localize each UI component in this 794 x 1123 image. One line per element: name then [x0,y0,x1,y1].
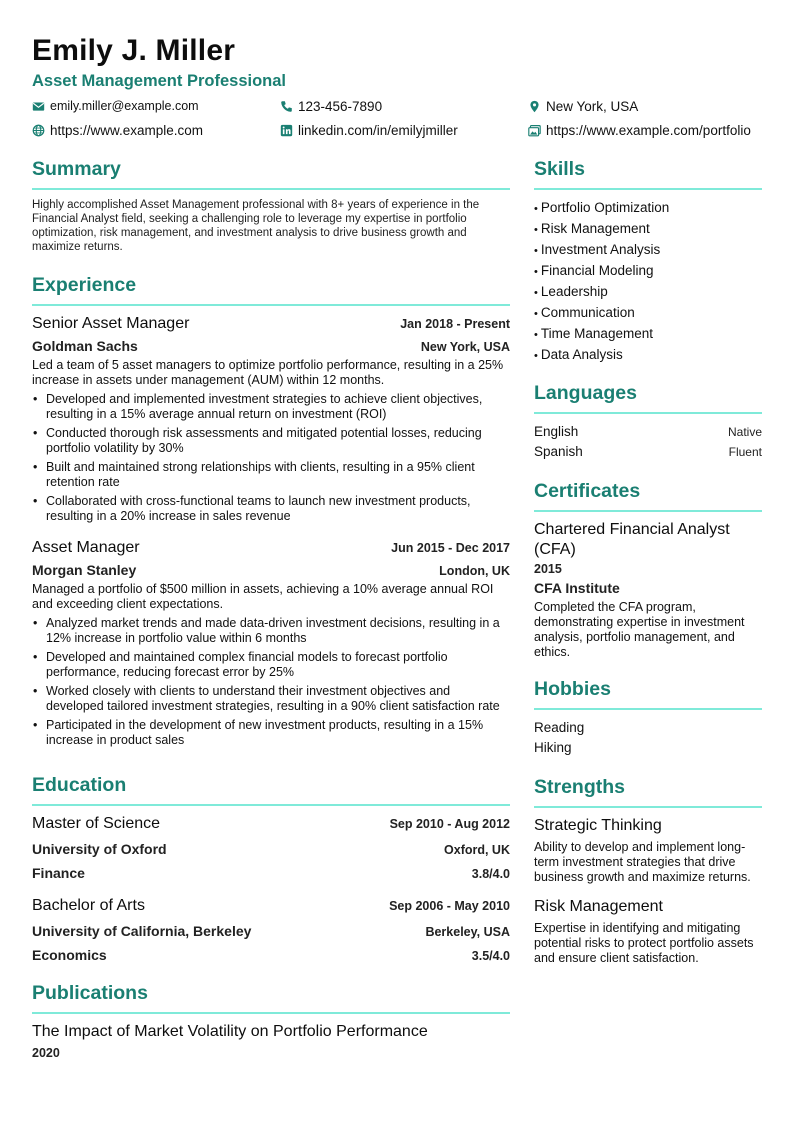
candidate-title: Asset Management Professional [32,72,286,90]
hobby-item: Hiking [534,740,572,755]
linkedin-icon [280,124,293,137]
publication-title: The Impact of Market Volatility on Portfolio Performance [32,1023,428,1040]
job-bullet: • Built and maintained strong relationships with clients, resulting in a 95% client retention rate [32,460,510,490]
skill-item: • Time Management [534,324,762,345]
skill-item: • Investment Analysis [534,240,762,261]
job-bullet: • Participated in the development of new investment products, resulting in a 15% increase in product sales [32,718,510,748]
contact-location [528,98,768,114]
section-heading-publications: Publications [32,982,510,1014]
contact-linkedin[interactable] [280,122,528,138]
resume-body [32,158,762,1060]
edu-school: University of California, Berkeley [32,923,252,939]
strength-description: Expertise in identifying and mitigating potential risks to protect portfolio assets and ensure client satisfaction. [534,921,754,965]
certificate-description: Completed the CFA program, demonstrating expertise in investment analysis, portfolio management, and ethics. [534,600,745,659]
job-location: London, UK [439,564,510,578]
portfolio-text: https://www.example.com/portfolio [546,122,751,138]
phone-text: 123-456-7890 [298,98,383,114]
job-role: Senior Asset Manager [32,315,190,332]
summary-text: Highly accomplished Asset Management professional with 8+ years of experience in the Financial Analyst field, seeking a challenging role to leverage my expertise in portfolio optimization, risk management, and investment analysis to drive business growth and maximize returns. [32,199,480,253]
section-heading-experience: Experience [32,274,510,306]
section-heading-summary: Summary [32,158,510,190]
contact-email[interactable] [32,98,280,114]
edu-dates: Sep 2006 - May 2010 [389,899,510,913]
certificate-issuer: CFA Institute [534,580,620,596]
strength-name: Risk Management [534,898,663,915]
job-company: Goldman Sachs [32,338,138,354]
edu-gpa: 3.5/4.0 [471,949,510,963]
job-role: Asset Manager [32,539,140,556]
section-heading-strengths: Strengths [534,776,762,808]
hobby-item: Reading [534,720,585,735]
language-name: English [534,424,579,439]
edu-location: Berkeley, USA [425,925,510,939]
language-item [534,442,762,462]
publication-year: 2020 [32,1046,60,1060]
map-pin-icon [528,100,541,113]
section-heading-education: Education [32,774,510,806]
edu-dates: Sep 2010 - Aug 2012 [389,817,510,831]
section-heading-skills: Skills [534,158,762,190]
portfolio-icon [528,124,541,137]
phone-icon [280,100,293,113]
section-heading-certificates: Certificates [534,480,762,512]
certificate-name: Chartered Financial Analyst (CFA) [534,521,730,558]
skill-item: • Risk Management [534,219,762,240]
skills-list [534,198,762,366]
job-location: New York, USA [420,340,510,354]
edu-location: Oxford, UK [444,843,510,857]
job-bullet: • Conducted thorough risk assessments and mitigated potential losses, reducing portfolio volatility by 30% [32,426,510,456]
skill-item: • Leadership [534,282,762,303]
language-name: Spanish [534,444,583,459]
website-text: https://www.example.com [50,122,204,138]
language-level: Native [727,425,762,439]
job-bullet: • Analyzed market trends and made data-driven investment decisions, resulting in a 12% increase in portfolio value within 6 months [32,616,510,646]
job-company: Morgan Stanley [32,562,137,578]
job-bullet: • Collaborated with cross-functional teams to launch new investment products, resulting in a 20% increase in sales revenue [32,494,510,524]
contact-website[interactable] [32,122,280,138]
candidate-name: Emily J. Miller [32,34,236,67]
edu-field: Economics [32,947,107,963]
job-bullets [32,616,510,748]
certificate-year: 2015 [534,562,562,576]
education-item [32,814,510,882]
job-dates: Jun 2015 - Dec 2017 [391,541,510,555]
language-item [534,422,762,442]
contact-portfolio[interactable] [528,122,768,138]
strength-name: Strategic Thinking [534,817,662,834]
job-bullet: • Developed and implemented investment strategies to achieve client objectives, resulting in a 15% average annual return on investment (ROI) [32,392,510,422]
right-column [534,158,762,1060]
edu-degree: Bachelor of Arts [32,897,145,914]
contact-bar [32,98,762,138]
email-text: emily.miller@example.com [50,99,199,113]
job-bullet: • Worked closely with clients to understand their investment objectives and developed tailored investment strategies, resulting in a 90% client satisfaction rate [32,684,510,714]
skill-item: • Portfolio Optimization [534,198,762,219]
globe-icon [32,124,45,137]
linkedin-text: linkedin.com/in/emilyjmiller [298,122,458,138]
education-item [32,896,510,964]
skill-item: • Communication [534,303,762,324]
envelope-icon [32,100,45,113]
strength-description: Ability to develop and implement long-term investment strategies that drive business growth and maximize returns. [534,840,751,884]
edu-degree: Master of Science [32,815,161,832]
job-description: Led a team of 5 asset managers to optimize portfolio performance, resulting in a 25% increase in assets under management (AUM) within 12 months. [32,358,504,387]
edu-school: University of Oxford [32,841,167,857]
job-bullet: • Developed and maintained complex financial models to forecast portfolio performance, reducing forecast error by 25% [32,650,510,680]
section-heading-languages: Languages [534,382,762,414]
skill-item: • Data Analysis [534,345,762,366]
language-level: Fluent [728,445,762,459]
section-heading-hobbies: Hobbies [534,678,762,710]
experience-item [32,314,510,524]
contact-phone[interactable] [280,98,528,114]
job-bullets [32,392,510,524]
job-dates: Jan 2018 - Present [400,317,510,331]
job-description: Managed a portfolio of $500 million in assets, achieving a 10% average annual ROI and exceeding client expectations. [32,582,494,611]
edu-gpa: 3.8/4.0 [471,867,510,881]
skill-item: • Financial Modeling [534,261,762,282]
experience-item [32,538,510,748]
left-column [32,158,510,1060]
location-text: New York, USA [546,98,639,114]
edu-field: Finance [32,865,85,881]
